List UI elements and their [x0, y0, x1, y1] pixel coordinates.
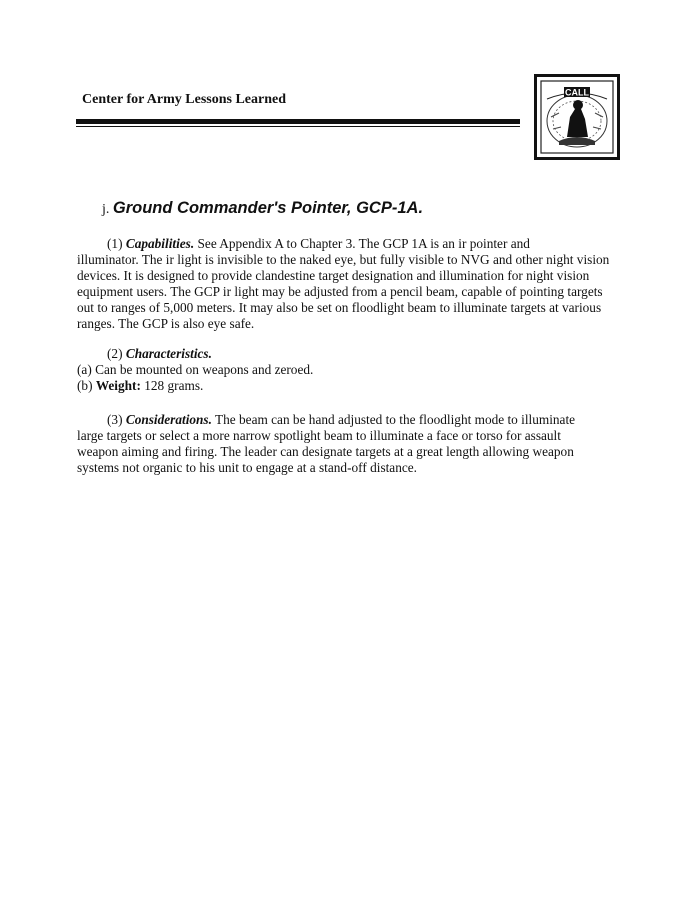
capabilities-line: equipment users. The GCP ir light may be adjusted from a pencil beam, capable of pointing targets [77, 284, 603, 299]
considerations-label: Considerations. [125, 412, 212, 427]
call-logo [534, 74, 620, 160]
characteristics-label: Characteristics. [125, 346, 212, 361]
capabilities-number: (1) [107, 236, 123, 251]
header-title: Center for Army Lessons Learned [82, 92, 287, 107]
capabilities-line: ranges. The GCP is also eye safe. [77, 316, 255, 331]
capabilities-paragraph [77, 236, 637, 332]
header-rule-thick [76, 119, 520, 124]
characteristics-paragraph [77, 346, 637, 394]
considerations-paragraph [77, 412, 637, 476]
item-b-marker: (b) [77, 378, 93, 393]
section-letter: j. [102, 202, 110, 217]
item-b-label: Weight: [95, 378, 141, 393]
considerations-line: large targets or select a more narrow spotlight beam to illuminate a face or torso for assault [77, 428, 561, 443]
item-b-text: 128 grams. [144, 378, 204, 393]
item-a-marker: (a) [77, 362, 92, 377]
capabilities-line: illuminator. The ir light is invisible to the naked eye, but fully visible to NVG and other night vision [77, 252, 610, 267]
capabilities-line: devices. It is designed to provide clandestine target designation and illumination for night vision [77, 268, 590, 283]
characteristics-number: (2) [107, 346, 123, 361]
considerations-number: (3) [107, 412, 123, 427]
capabilities-label: Capabilities. [125, 236, 195, 251]
section-title: Ground Commander's Pointer, GCP-1A. [112, 199, 424, 217]
call-logo-emblem [537, 77, 617, 157]
header-rule-thin [76, 126, 520, 127]
considerations-line: weapon aiming and firing. The leader can designate targets at a great length allowing weapon [77, 444, 574, 459]
considerations-line: systems not organic to his unit to engage at a stand-off distance. [77, 460, 417, 475]
capabilities-line: out to ranges of 5,000 meters. It may also be set on floodlight beam to illuminate targets at various [77, 300, 602, 315]
considerations-line: The beam can be hand adjusted to the floodlight mode to illuminate [215, 412, 576, 427]
logo-text: CALL [565, 87, 589, 98]
capabilities-line: See Appendix A to Chapter 3. The GCP 1A is an ir pointer and [197, 236, 530, 251]
section-heading [102, 199, 423, 218]
item-a-text: Can be mounted on weapons and zeroed. [95, 362, 314, 377]
